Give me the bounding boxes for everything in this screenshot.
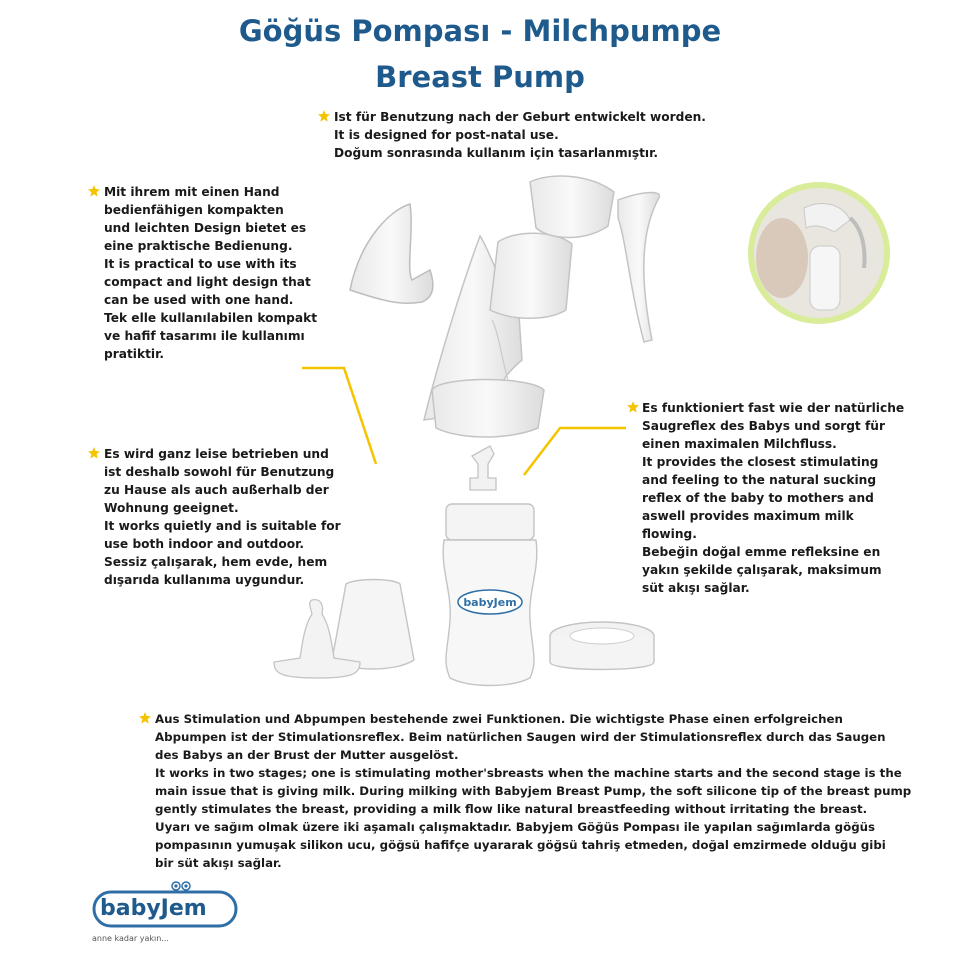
star-icon [88, 447, 100, 459]
reflex-line: Saugreflex des Babys und sorgt für [642, 419, 885, 433]
valve-illustration [464, 444, 504, 494]
quiet-line: Es wird ganz leise betrieben und [104, 447, 329, 461]
screw-ring-illustration [546, 618, 658, 682]
page-title: Göğüs Pompası - Milchpumpe [238, 14, 722, 48]
compact-line: pratiktir. [104, 347, 164, 361]
compact-line: bedienfähigen kompakten [104, 203, 284, 217]
reflex-line: yakın şekilde çalışarak, maksimum [642, 563, 882, 577]
compact-line: Mit ihrem mit einen Hand [104, 185, 280, 199]
stages-line: bir süt akışı sağlar. [155, 856, 282, 870]
star-icon [88, 185, 100, 197]
breast-pump-assembly-illustration [340, 170, 660, 450]
postnatal-line: Ist für Benutzung nach der Geburt entwickelt worden. [334, 110, 706, 124]
reflex-line: einen maximalen Milchfluss. [642, 437, 837, 451]
reflex-line: Es funktioniert fast wie der natürliche [642, 401, 905, 415]
stages-line: Aus Stimulation und Abpumpen bestehende zwei Funktionen. Die wichtigste Phase einen erfolgreichen [155, 712, 843, 726]
nipple-teat-illustration [272, 596, 362, 682]
stages-line: des Babys an der Brust der Mutter ausgelöst. [155, 748, 459, 762]
compact-line: Tek elle kullanılabilen kompakt [104, 311, 318, 325]
compact-design-text [104, 183, 317, 363]
star-icon [318, 110, 330, 122]
mother-using-pump-photo [748, 182, 890, 324]
postnatal-text [334, 108, 706, 162]
reflex-line: flowing. [642, 527, 697, 541]
two-stages-text [155, 710, 911, 872]
reflex-line: and feeling to the natural sucking [642, 473, 877, 487]
sucking-reflex-text [642, 399, 904, 597]
reflex-line: Bebeğin doğal emme refleksine en [642, 545, 881, 559]
quiet-line: zu Hause als auch außerhalb der [104, 483, 329, 497]
reflex-line: reflex of the baby to mothers and [642, 491, 874, 505]
stages-line: It works in two stages; one is stimulating mother'sbreasts when the machine starts and the second stage is the [155, 766, 902, 780]
quiet-line: Sessiz çalışarak, hem evde, hem [104, 555, 328, 569]
compact-line: und leichten Design bietet es [104, 221, 307, 235]
compact-line: can be used with one hand. [104, 293, 294, 307]
stages-line: gently stimulates the breast, providing a milk flow like natural breastfeeding without irritating the breast. [155, 802, 868, 816]
stages-line: Uyarı ve sağım olmak üzere iki aşamalı çalışmaktadır. Babyjem Göğüs Pompası ile yapılan sağımlarda göğüs [155, 820, 876, 834]
compact-line: ve hafif tasarımı ile kullanımı [104, 329, 305, 343]
compact-line: compact and light design that [104, 275, 311, 289]
reflex-line: süt akışı sağlar. [642, 581, 750, 595]
quiet-line: Wohnung geeignet. [104, 501, 239, 515]
quiet-line: use both indoor and outdoor. [104, 537, 304, 551]
bottle-logo-text: babyJem [463, 596, 517, 609]
compact-line: eine praktische Bedienung. [104, 239, 293, 253]
stages-line: pompasının yumuşak silikon ucu, göğsü hafifçe uyararak göğsü tahriş etmeden, doğal emzirmede olduğu gibi [155, 838, 886, 852]
stages-line: Abpumpen ist der Stimulationsreflex. Beim natürlichen Saugen wird der Stimulationsreflex durch das Saugen [155, 730, 886, 744]
postnatal-line: Doğum sonrasında kullanım için tasarlanmıştır. [334, 146, 658, 160]
star-icon [139, 712, 151, 724]
brand-logo-text: babyJem [100, 896, 207, 921]
bottle-illustration [430, 500, 550, 690]
page-subtitle: Breast Pump [375, 60, 585, 94]
quiet-line: dışarıda kullanıma uygundur. [104, 573, 305, 587]
quiet-line: It works quietly and is suitable for [104, 519, 341, 533]
compact-line: It is practical to use with its [104, 257, 297, 271]
reflex-line: aswell provides maximum milk [642, 509, 854, 523]
reflex-line: It provides the closest stimulating [642, 455, 879, 469]
brand-tagline: anne kadar yakın... [92, 934, 169, 943]
stages-line: main issue that is giving milk. During milking with Babyjem Breast Pump, the soft silicone tip of the breast pump [155, 784, 912, 798]
quiet-line: ist deshalb sowohl für Benutzung [104, 465, 335, 479]
postnatal-line: It is designed for post-natal use. [334, 128, 559, 142]
